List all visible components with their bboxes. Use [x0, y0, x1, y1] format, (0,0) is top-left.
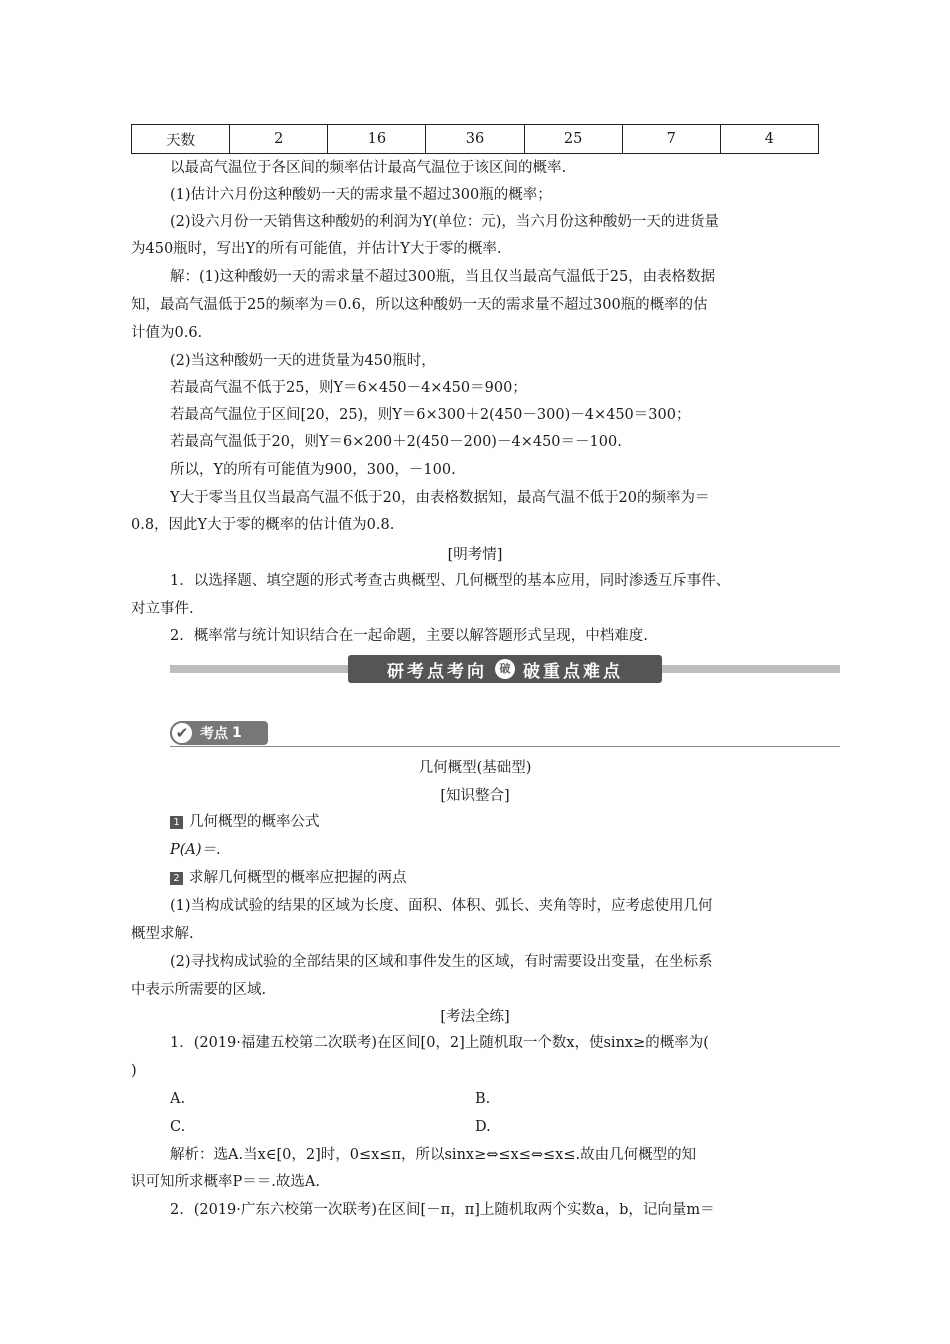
- list-item: 对立事件.: [131, 601, 194, 617]
- table-cell: 25: [524, 125, 622, 154]
- option-a: A.: [170, 1091, 186, 1107]
- question-stem: ): [131, 1063, 137, 1079]
- section-heading: [知识整合]: [440, 788, 510, 804]
- table-cell: 36: [426, 125, 524, 154]
- kaodian-tab: [170, 721, 268, 745]
- section-heading: [明考情]: [447, 547, 503, 563]
- option-c: C.: [170, 1119, 186, 1135]
- solution-text: 若最高气温位于区间[20，25)，则Y＝6×300＋2(450－300)－4×450＝300；: [170, 407, 691, 423]
- table-cell: 天数: [132, 125, 230, 154]
- knowledge-text: 几何概型的概率公式: [189, 814, 320, 830]
- table-row: [132, 125, 819, 154]
- table-cell: 4: [720, 125, 818, 154]
- solution-text: 若最高气温不低于25，则Y＝6×450－4×450＝900；: [170, 380, 527, 396]
- knowledge-text: 求解几何概型的概率应把握的两点: [189, 870, 407, 886]
- solution-text: 知，最高气温低于25的频率为＝0.6，所以这种酸奶一天的需求量不超过300瓶的概率的估: [131, 297, 708, 313]
- knowledge-point: [170, 812, 320, 832]
- question-stem: 1．(2019·福建五校第二次联考)在区间[0，2]上随机取一个数x，使sinx≥的概率为(: [170, 1035, 709, 1051]
- solution-text: 0.8，因此Y大于零的概率的估计值为0.8.: [131, 517, 395, 533]
- table-cell: 2: [230, 125, 328, 154]
- solution-text: (2)当这种酸奶一天的进货量为450瓶时，: [170, 353, 436, 369]
- knowledge-text: (2)寻找构成试验的全部结果的区域和事件发生的区域，有时需要设出变量，在坐标系: [170, 954, 713, 970]
- kaodian-header: [170, 721, 840, 748]
- option-d: D.: [475, 1119, 491, 1135]
- knowledge-text: 中表示所需要的区域.: [131, 982, 267, 998]
- solution-text: 解析：选A.当x∈[0，2]时，0≤x≤π，所以sinx≥⇔≤x≤⇔≤x≤.故由几何概型的知: [170, 1147, 697, 1163]
- number-badge-icon: 2: [170, 872, 183, 885]
- solution-text: Y大于零当且仅当最高气温不低于20，由表格数据知，最高气温不低于20的频率为＝: [170, 490, 710, 506]
- formula-text: P(A)＝.: [170, 842, 221, 858]
- list-item: 2．概率常与统计知识结合在一起命题，主要以解答题形式呈现，中档难度.: [170, 628, 648, 644]
- solution-text: 识可知所求概率P＝＝.故选A.: [131, 1174, 320, 1190]
- option-b: B.: [475, 1091, 491, 1107]
- data-table: [131, 124, 819, 154]
- solution-text: 计值为0.6.: [131, 325, 203, 341]
- knowledge-text: (1)当构成试验的结果的区域为长度、面积、体积、弧长、夹角等时，应考虑使用几何: [170, 898, 713, 914]
- paragraph-text: (2)设六月份一天销售这种酸奶的利润为Y(单位：元)，当六月份这种酸奶一天的进货量: [170, 214, 719, 230]
- section-title: 几何概型(基础型): [418, 760, 532, 776]
- solution-text: 所以，Y的所有可能值为900，300，－100.: [170, 462, 456, 478]
- kaodian-label: 考点: [200, 726, 228, 742]
- kaodian-number: 1: [232, 725, 242, 741]
- banner-right-text: 破重点难点: [523, 661, 623, 682]
- banner-pill: [348, 655, 662, 683]
- divider: [170, 746, 840, 747]
- section-heading: [考法全练]: [440, 1009, 510, 1025]
- section-banner: [170, 655, 840, 683]
- banner-left-text: 研考点考向: [387, 661, 487, 682]
- knowledge-text: 概型求解.: [131, 926, 194, 942]
- solution-text: 若最高气温低于20，则Y＝6×200＋2(450－200)－4×450＝－100.: [170, 434, 622, 450]
- banner-circle-icon: 破: [495, 659, 515, 679]
- number-badge-icon: 1: [170, 816, 183, 829]
- list-item: 1．以选择题、填空题的形式考查古典概型、几何概型的基本应用，同时渗透互斥事件、: [170, 573, 731, 589]
- question-stem: 2．(2019·广东六校第一次联考)在区间[－π，π]上随机取两个实数a，b，记向量m＝: [170, 1202, 715, 1218]
- table-cell: 16: [328, 125, 426, 154]
- table-cell: 7: [622, 125, 720, 154]
- knowledge-point: [170, 868, 407, 888]
- paragraph-text: 以最高气温位于各区间的频率估计最高气温位于该区间的概率.: [170, 160, 567, 176]
- check-icon: ✔: [170, 721, 194, 745]
- paragraph-text: 为450瓶时，写出Y的所有可能值，并估计Y大于零的概率.: [131, 241, 502, 257]
- paragraph-text: (1)估计六月份这种酸奶一天的需求量不超过300瓶的概率；: [170, 187, 552, 203]
- solution-text: 解：(1)这种酸奶一天的需求量不超过300瓶，当且仅当最高气温低于25，由表格数据: [170, 269, 716, 285]
